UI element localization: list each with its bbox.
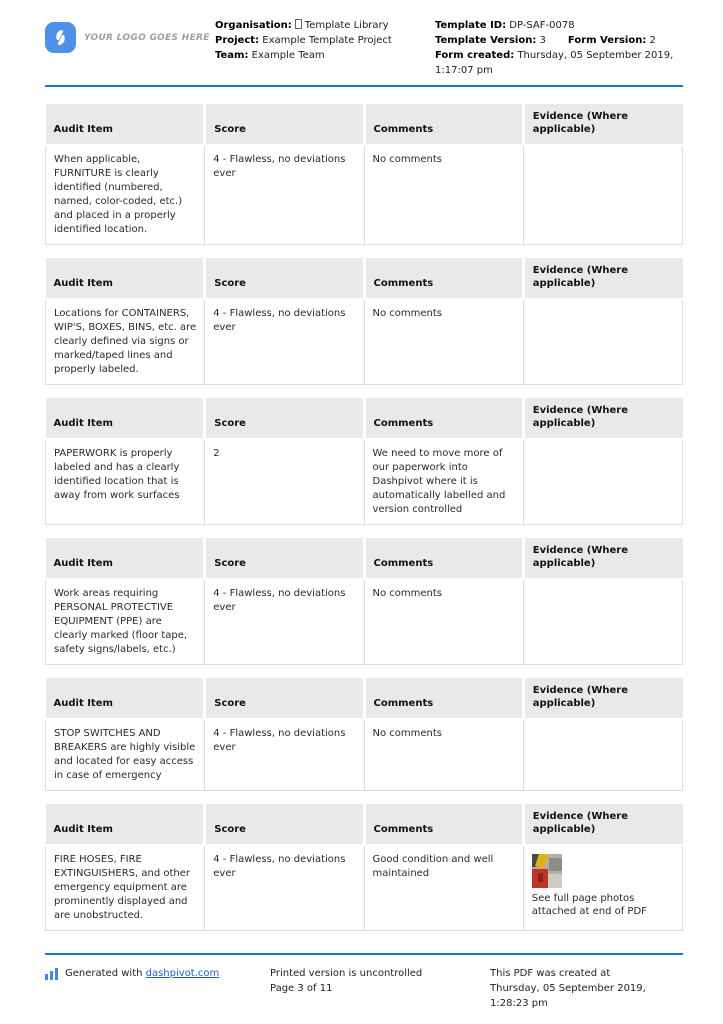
table-header-row bbox=[46, 804, 683, 845]
col-header-evidence: Evidence (Where applicable) bbox=[523, 678, 682, 719]
col-header-score: Score bbox=[205, 398, 364, 439]
table-row bbox=[46, 299, 683, 385]
score-cell: 4 - Flawless, no deviations ever bbox=[205, 845, 364, 931]
table-row bbox=[46, 719, 683, 791]
audit-table-4 bbox=[45, 538, 683, 665]
col-header-score: Score bbox=[205, 678, 364, 719]
missing-glyph-box bbox=[295, 19, 302, 29]
footer-generated-block bbox=[45, 966, 270, 1011]
col-header-audit-item: Audit Item bbox=[46, 538, 205, 579]
team-label: Team: bbox=[215, 50, 249, 61]
template-version-label: Template Version: bbox=[435, 35, 537, 46]
audit-table-1 bbox=[45, 104, 683, 245]
pdf-created-text: This PDF was created at Thursday, 05 September 2019, 1:28:23 pm bbox=[490, 968, 646, 1009]
versions-line bbox=[435, 33, 675, 48]
col-header-comments: Comments bbox=[364, 804, 523, 845]
evidence-photo-caption: See full page photos attached at end of PDF bbox=[531, 893, 647, 917]
col-header-evidence: Evidence (Where applicable) bbox=[523, 258, 682, 299]
table-header-row bbox=[46, 678, 683, 719]
table-header-row bbox=[46, 258, 683, 299]
audit-item-cell: STOP SWITCHES AND BREAKERS are highly visible and located for easy access in case of emergency bbox=[46, 719, 205, 791]
template-id-label: Template ID: bbox=[435, 20, 507, 31]
col-header-evidence: Evidence (Where applicable) bbox=[523, 538, 682, 579]
evidence-cell bbox=[523, 719, 682, 791]
score-cell: 4 - Flawless, no deviations ever bbox=[205, 579, 364, 665]
score-cell: 2 bbox=[205, 439, 364, 525]
table-header-row bbox=[46, 104, 683, 145]
footer-created-block bbox=[490, 966, 660, 1011]
audit-tables bbox=[45, 104, 683, 931]
col-header-audit-item: Audit Item bbox=[46, 678, 205, 719]
col-header-audit-item: Audit Item bbox=[46, 398, 205, 439]
table-row bbox=[46, 145, 683, 245]
page-header bbox=[45, 18, 683, 78]
organisation-line bbox=[215, 18, 435, 33]
template-id-line bbox=[435, 18, 675, 33]
table-header-row bbox=[46, 398, 683, 439]
dashpivot-logo-icon bbox=[45, 22, 76, 53]
project-value: Example Template Project bbox=[262, 35, 392, 46]
audit-item-cell: PAPERWORK is properly labeled and has a clearly identified location that is away from work surfaces bbox=[46, 439, 205, 525]
header-org-block bbox=[215, 18, 435, 63]
bar-chart-icon bbox=[45, 968, 59, 985]
audit-table-5 bbox=[45, 678, 683, 791]
table-row bbox=[46, 439, 683, 525]
col-header-score: Score bbox=[205, 258, 364, 299]
dashpivot-link[interactable]: dashpivot.com bbox=[145, 968, 220, 979]
audit-table-3 bbox=[45, 398, 683, 525]
audit-item-cell: Work areas requiring PERSONAL PROTECTIVE EQUIPMENT (PPE) are clearly marked (floor tape, safety signs/labels, etc.) bbox=[46, 579, 205, 665]
evidence-cell bbox=[523, 845, 682, 931]
generated-prefix: Generated with bbox=[65, 968, 146, 979]
comments-cell: No comments bbox=[364, 145, 523, 245]
col-header-evidence: Evidence (Where applicable) bbox=[523, 804, 682, 845]
template-id-value: DP-SAF-0078 bbox=[509, 20, 575, 31]
score-cell: 4 - Flawless, no deviations ever bbox=[205, 719, 364, 791]
col-header-score: Score bbox=[205, 104, 364, 145]
evidence-cell bbox=[523, 579, 682, 665]
col-header-score: Score bbox=[205, 804, 364, 845]
table-header-row bbox=[46, 538, 683, 579]
col-header-comments: Comments bbox=[364, 538, 523, 579]
logo-block bbox=[45, 18, 215, 53]
col-header-comments: Comments bbox=[364, 104, 523, 145]
page-number-text: Page 3 of 11 bbox=[270, 983, 333, 994]
printed-version-text: Printed version is uncontrolled bbox=[270, 968, 423, 979]
fire-equipment-photo-thumbnail bbox=[532, 854, 562, 888]
evidence-cell bbox=[523, 439, 682, 525]
evidence-cell bbox=[523, 299, 682, 385]
comments-cell: Good condition and well maintained bbox=[364, 845, 523, 931]
form-created-label: Form created: bbox=[435, 50, 515, 61]
col-header-audit-item: Audit Item bbox=[46, 258, 205, 299]
generated-with-text bbox=[65, 966, 219, 981]
form-created-value: Thursday, 05 September 2019, 1:17:07 pm bbox=[435, 50, 674, 76]
score-cell: 4 - Flawless, no deviations ever bbox=[205, 145, 364, 245]
comments-cell: No comments bbox=[364, 579, 523, 665]
footer-printed-block bbox=[270, 966, 490, 1011]
evidence-cell bbox=[523, 145, 682, 245]
col-header-evidence: Evidence (Where applicable) bbox=[523, 398, 682, 439]
audit-item-cell: Locations for CONTAINERS, WIP'S, BOXES, BINS, etc. are clearly defined via signs or marked/taped lines and properly labeled. bbox=[46, 299, 205, 385]
audit-table-2 bbox=[45, 258, 683, 385]
score-cell: 4 - Flawless, no deviations ever bbox=[205, 299, 364, 385]
audit-item-cell: FIRE HOSES, FIRE EXTINGUISHERS, and other emergency equipment are prominently displayed and are unobstructed. bbox=[46, 845, 205, 931]
organisation-value: Template Library bbox=[304, 20, 389, 31]
project-line bbox=[215, 33, 435, 48]
col-header-audit-item: Audit Item bbox=[46, 104, 205, 145]
col-header-evidence: Evidence (Where applicable) bbox=[523, 104, 682, 145]
page-footer bbox=[45, 953, 683, 1011]
col-header-audit-item: Audit Item bbox=[46, 804, 205, 845]
logo-placeholder-text: YOUR LOGO GOES HERE bbox=[84, 32, 210, 43]
table-row bbox=[46, 845, 683, 931]
project-label: Project: bbox=[215, 35, 260, 46]
audit-table-6 bbox=[45, 804, 683, 931]
template-version-value: 3 bbox=[539, 35, 546, 46]
header-template-block bbox=[435, 18, 675, 78]
team-line bbox=[215, 48, 435, 63]
form-version-value: 2 bbox=[649, 35, 656, 46]
col-header-score: Score bbox=[205, 538, 364, 579]
audit-item-cell: When applicable, FURNITURE is clearly identified (numbered, named, color-coded, etc.) and placed in a properly identified location. bbox=[46, 145, 205, 245]
header-divider-rule bbox=[45, 85, 683, 87]
form-created-line bbox=[435, 48, 675, 78]
organisation-label: Organisation: bbox=[215, 20, 292, 31]
comments-cell: We need to move more of our paperwork into Dashpivot where it is automatically labelled and version controlled bbox=[364, 439, 523, 525]
col-header-comments: Comments bbox=[364, 258, 523, 299]
team-value: Example Team bbox=[251, 50, 325, 61]
comments-cell: No comments bbox=[364, 719, 523, 791]
comments-cell: No comments bbox=[364, 299, 523, 385]
table-row bbox=[46, 579, 683, 665]
col-header-comments: Comments bbox=[364, 398, 523, 439]
form-version-label: Form Version: bbox=[567, 35, 647, 46]
col-header-comments: Comments bbox=[364, 678, 523, 719]
